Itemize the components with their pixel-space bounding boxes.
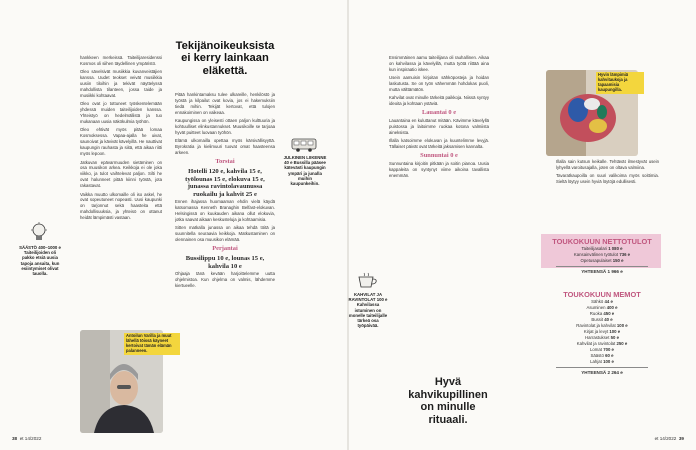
paragraph: Oleo ehtivät myös pitää lomaa Kosmoksessa. Vapaa-ajalla he uivat, saunoivat ja kävivät kävelyillä. He nauttivat kaupungin rauhasta ja siitä, että aikaa riitti myös lepoon. <box>80 127 162 157</box>
income-row <box>550 258 654 264</box>
expense-box-title: TOUKOKUUN MEMOT <box>563 290 641 299</box>
left-headline: Tekijänoikeuksista ei kerry lainkaan eläkettä. <box>175 40 275 77</box>
saturday-label: Lauantai 0 e <box>421 109 457 117</box>
paragraph: Oleo ovat jo tottuneet työskentelemään yhdessä muiden taiteilijoiden kanssa. Yhteistyö on hedelmällistä ja tuo mukanaan uusia näkökulmia työhön. <box>80 101 162 125</box>
expense-label: Lahjat <box>590 359 602 365</box>
income-total-value: 1 966 e <box>607 269 623 275</box>
income-value: 736 e <box>619 252 631 258</box>
expense-label: Bussit <box>591 317 604 323</box>
expense-value: 40 e <box>604 317 613 323</box>
expense-total-value: 2 264 e <box>607 370 623 376</box>
page-gutter <box>347 0 349 450</box>
expense-value: 44 e <box>604 299 613 305</box>
paragraph: Kahvilat ovat minulle tärkeitä paikkoja. Niissä syntyy ideoita ja kohtaan ystäviä. <box>389 95 489 107</box>
income-value: 150 e <box>612 258 624 264</box>
right-column-1 <box>389 55 489 337</box>
expense-value: 700 e <box>603 347 614 353</box>
lightbulb-icon <box>30 222 48 244</box>
expense-value: 100 e <box>609 329 621 335</box>
expense-divider <box>556 367 648 368</box>
paragraph: Ensimmäinen aamu taiteilijana oli rauhallinen. Aikaa on kahvilassa ja kävelyillä, mutta työtä riittää aina kun inspiraatio iskee. <box>389 55 489 72</box>
paragraph: Usein aamuisin kirjoitan sähköposteja ja hoidan laskutusta. Se on työn vähemmän hohdokas puoli, mutta välttämätön. <box>389 75 489 93</box>
expense-value: 450 e <box>603 311 615 317</box>
paragraph: Jatkuvan epävarmuuden sietäminen on osa muusikon arkea. Keikkoja ei ole joka viikko, ja tulot vaihtelevat paljon. Silti he ovat halunneet pitää kiinni työstä, jota rakastavat. <box>80 159 162 189</box>
income-total-label: YHTEENSÄ <box>581 269 607 275</box>
income-label: Opetusapulaiset <box>580 258 612 264</box>
income-total <box>550 269 654 274</box>
thursday-costs: Hotelli 120 e, kahvila 15 e, työlounas 15 e, elokuva 15 e, junassa ravintolavaunussa ruokailu ja kahvit 25 e <box>185 167 265 198</box>
paragraph: Kaupungissa on yleisesti ottaen paljon kulttuuria ja kohtuulliset elinkustannukset. Muusikoille se tarjoaa hyvät puitteet luovaan työhön. <box>175 118 275 135</box>
expense-label: Lomat <box>590 347 602 353</box>
right-photo-caption: Hyvin lämpimiä kahvitaukoja ja tapaamisia kaupungilla. <box>596 72 644 94</box>
paragraph: Ohjaaja tänä kevään harjoittelemme uutta ohjelmistoa. Kun ohjelma on valmis, lähdemme kiertueelle. <box>175 271 275 289</box>
pull-quote: Hyvä kahvikupillinen on minulle rituaali. <box>408 376 488 426</box>
left-column-1 <box>80 55 162 333</box>
expense-value: 100 e <box>616 323 628 329</box>
paragraph: Illalla sain kutsun keikalle. Tehtävät ilmestyvät usein lyhyellä varoitusajalla, joten on oltava valmiina. <box>556 159 659 170</box>
paragraph: Elämä ulkomailla opettaa myös kärsivällisyyttä. Byrokratia ja kielimuuri tuovat omat haasteensa arkeen. <box>175 138 275 156</box>
left-page-number <box>12 436 41 441</box>
sunday-label: Sunnuntai 0 e <box>420 152 458 160</box>
magazine-label: et 14/2022 <box>654 436 677 441</box>
income-label: Taiteilijasalari <box>581 246 607 252</box>
income-label: Kansainvälinen työtulot <box>573 252 619 258</box>
expense-label: Ruoka <box>589 311 603 317</box>
expense-label: Kahvilat ja ravintolat <box>576 341 616 347</box>
expense-label: Säästö <box>590 353 604 359</box>
thursday-label: Torstai <box>215 158 235 166</box>
coffee-cup-icon <box>356 272 378 290</box>
bus-icon <box>291 138 317 152</box>
income-value: 1 080 e <box>608 246 623 252</box>
expense-value: 60 e <box>605 353 614 359</box>
income-box <box>550 238 654 274</box>
expense-value: 400 e <box>606 305 618 311</box>
paragraph: Tavaratkaupoilla on suuri valikoima myös soittimia. Sieltä löytyy usein hyviä löytöjä edullisesti. <box>556 173 659 185</box>
paragraph: Ennen ihajassa huomaaman ehdin vielä käydä katsomassa Kenneth Branaghin Belfast-elokuvan. Helsingissä on kuukauden aikana ollut elokuvia, jotka saavat aikaan keskusteluja ja kohtaamisia. <box>175 199 275 223</box>
expense-value: 100 e <box>603 359 614 365</box>
expense-label: Sähkö <box>591 299 604 305</box>
paragraph: Sitten matkalla junassa on aikaa tehdä töitä ja suunnitella seuraavia keikkoja. Matkustaminen on olennainen osa muusikon elämää. <box>175 225 275 243</box>
intro-paragraph: Pitää hankintamaksu tulee ulkareille, henkilöstö ja työstä ja kilpailut ovat kovia, jos ei hakemuksiin tiedä mihin. Tekijät kertovat, että tulojen ennakoiminen on vaikeaa. <box>175 92 275 115</box>
paragraph: Illalla katsoimme elokuvan ja kuuntelimme levyjä. Tällaiset päivät ovat tärkeitä jaksamisen kannalta. <box>389 138 489 150</box>
expense-label: Kirjat ja levyt <box>583 329 609 335</box>
right-column-2 <box>556 159 659 229</box>
paragraph: hankkeen merkeissä. Taiteilijaresidenssi Kosmos oli siihen täydellinen ympäristö. <box>80 55 162 66</box>
paragraph: Lauantaina en kuluttanut mitään. Kävimme kävelyllä puistossa ja laitoimme ruokaa kotona valmiista aineksista. <box>389 118 489 135</box>
expense-box <box>550 291 654 375</box>
expense-value: 50 e <box>610 335 619 341</box>
paragraph: Sunnuntaina kirjoitin pitkään ja soitin pianoa. Uusia kappaleita on syntynyt viime aikoina tavallista enemmän. <box>389 161 489 178</box>
right-page-number <box>655 436 684 441</box>
saving-side-note: SÄÄSTÖ 400–1000 e Taiteilijoiden oli pakko etsiä uusia tapoja ansaita, kun esiintymiset olivat tauolla. <box>19 245 61 277</box>
bus-side-note: JULKINEN LIIKENNE 40 e Bussilla pääsee kätevästi kaupungin ympäri ja junalla muihin kaupunkeihin. <box>283 155 327 187</box>
income-box-title: TOUKOKUUN NETTOTULOT <box>552 237 652 246</box>
coffee-side-note: KAHVILAT JA RAVINTOLAT 100 e Kahvilassa istuminen on monelle taiteilijalle tärkeä osa työpäivää. <box>348 292 388 329</box>
expense-value: 250 e <box>616 341 628 347</box>
expense-row <box>550 359 654 365</box>
income-divider <box>556 266 648 267</box>
expense-label: Harrastukset <box>585 335 610 341</box>
expense-label: Asuminen <box>586 305 606 311</box>
left-column-3 <box>175 92 275 437</box>
expense-label: Ravintolat ja kahvilat <box>576 323 616 329</box>
friday-label: Perjantai <box>212 245 238 253</box>
paragraph: Oleo sävelsivät musiikkia kuvanveistäjien kanssa. Uudet teokset veivät musiikkia uusiin tiloihin ja tekivät näyttelyssä mahdollista tilanteen, jossa taide ja musiikki kohtaavat. <box>80 69 162 98</box>
expense-total <box>550 370 654 375</box>
left-photo-caption: Antoilun Varilla ja muut lähellä töissä käyneet kertoivat tämän elämän palanneen. <box>124 333 180 355</box>
page-number: 38 <box>12 436 18 441</box>
paragraph: Vaikka muutto ulkomaille oli iso askel, he ovat sopeutuneet nopeasti. Uusi kaupunki on tarjonnut sekä haasteita että mahdollisuuksia, ja yhteisö on ottanut heidät lämpimästi vastaan. <box>80 191 162 221</box>
friday-costs: Bussilippu 10 e, lounas 15 e, kahvila 10 e <box>185 255 265 270</box>
expense-total-label: YHTEENSÄ <box>581 370 607 376</box>
page-number: 39 <box>678 436 684 441</box>
magazine-label: et 14/2022 <box>19 436 42 441</box>
